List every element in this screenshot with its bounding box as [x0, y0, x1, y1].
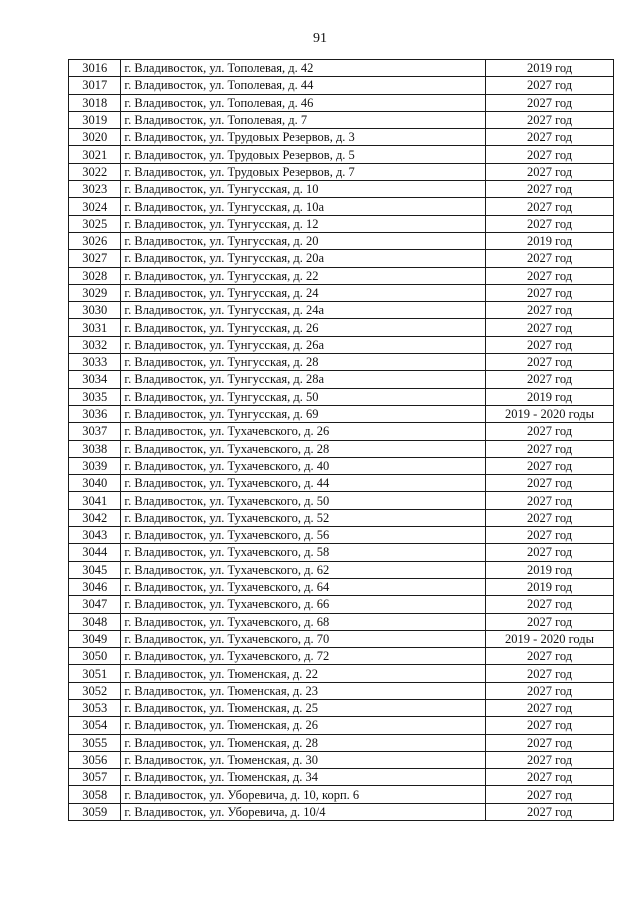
year-cell: 2027 год: [486, 163, 614, 180]
address-cell: г. Владивосток, ул. Тухачевского, д. 56: [121, 527, 486, 544]
row-number-cell: 3048: [69, 613, 121, 630]
address-cell: г. Владивосток, ул. Тюменская, д. 25: [121, 699, 486, 716]
address-cell: г. Владивосток, ул. Тополевая, д. 44: [121, 77, 486, 94]
table-row: [69, 717, 614, 734]
table-row: [69, 60, 614, 77]
row-number-cell: 3017: [69, 77, 121, 94]
year-cell: 2027 год: [486, 423, 614, 440]
address-cell: г. Владивосток, ул. Тухачевского, д. 66: [121, 596, 486, 613]
table-row: [69, 613, 614, 630]
year-cell: 2019 - 2020 годы: [486, 630, 614, 647]
address-cell: г. Владивосток, ул. Тунгусская, д. 28: [121, 354, 486, 371]
year-cell: 2027 год: [486, 717, 614, 734]
address-cell: г. Владивосток, ул. Тухачевского, д. 58: [121, 544, 486, 561]
address-cell: г. Владивосток, ул. Тунгусская, д. 22: [121, 267, 486, 284]
table-row: [69, 682, 614, 699]
row-number-cell: 3016: [69, 60, 121, 77]
row-number-cell: 3043: [69, 527, 121, 544]
row-number-cell: 3021: [69, 146, 121, 163]
address-cell: г. Владивосток, ул. Тюменская, д. 26: [121, 717, 486, 734]
row-number-cell: 3047: [69, 596, 121, 613]
table-row: [69, 250, 614, 267]
year-cell: 2027 год: [486, 302, 614, 319]
row-number-cell: 3034: [69, 371, 121, 388]
table-row: [69, 734, 614, 751]
row-number-cell: 3051: [69, 665, 121, 682]
table-row: [69, 457, 614, 474]
row-number-cell: 3050: [69, 648, 121, 665]
year-cell: 2027 год: [486, 319, 614, 336]
row-number-cell: 3054: [69, 717, 121, 734]
table-row: [69, 405, 614, 422]
year-cell: 2027 год: [486, 267, 614, 284]
year-cell: 2019 год: [486, 388, 614, 405]
row-number-cell: 3025: [69, 215, 121, 232]
table-row: [69, 803, 614, 820]
row-number-cell: 3030: [69, 302, 121, 319]
table-row: [69, 302, 614, 319]
row-number-cell: 3039: [69, 457, 121, 474]
table-row: [69, 509, 614, 526]
table-row: [69, 181, 614, 198]
year-cell: 2027 год: [486, 475, 614, 492]
address-cell: г. Владивосток, ул. Тухачевского, д. 50: [121, 492, 486, 509]
year-cell: 2027 год: [486, 336, 614, 353]
table-row: [69, 648, 614, 665]
table-row: [69, 492, 614, 509]
table-row: [69, 440, 614, 457]
table-row: [69, 786, 614, 803]
row-number-cell: 3044: [69, 544, 121, 561]
address-cell: г. Владивосток, ул. Тухачевского, д. 64: [121, 578, 486, 595]
year-cell: 2027 год: [486, 111, 614, 128]
year-cell: 2027 год: [486, 181, 614, 198]
table-row: [69, 198, 614, 215]
year-cell: 2027 год: [486, 734, 614, 751]
table-row: [69, 111, 614, 128]
table-row: [69, 319, 614, 336]
row-number-cell: 3031: [69, 319, 121, 336]
row-number-cell: 3018: [69, 94, 121, 111]
address-cell: г. Владивосток, ул. Тополевая, д. 7: [121, 111, 486, 128]
table-row: [69, 527, 614, 544]
year-cell: 2027 год: [486, 457, 614, 474]
address-cell: г. Владивосток, ул. Тухачевского, д. 70: [121, 630, 486, 647]
table-row: [69, 267, 614, 284]
address-cell: г. Владивосток, ул. Тунгусская, д. 10: [121, 181, 486, 198]
year-cell: 2027 год: [486, 544, 614, 561]
year-cell: 2027 год: [486, 129, 614, 146]
table-row: [69, 578, 614, 595]
row-number-cell: 3045: [69, 561, 121, 578]
year-cell: 2027 год: [486, 699, 614, 716]
year-cell: 2027 год: [486, 665, 614, 682]
address-cell: г. Владивосток, ул. Тунгусская, д. 20: [121, 232, 486, 249]
row-number-cell: 3023: [69, 181, 121, 198]
year-cell: 2027 год: [486, 77, 614, 94]
table-row: [69, 232, 614, 249]
table-row: [69, 77, 614, 94]
year-cell: 2027 год: [486, 769, 614, 786]
year-cell: 2027 год: [486, 354, 614, 371]
page-number: 91: [313, 31, 327, 46]
row-number-cell: 3053: [69, 699, 121, 716]
address-cell: г. Владивосток, ул. Тунгусская, д. 28а: [121, 371, 486, 388]
row-number-cell: 3042: [69, 509, 121, 526]
year-cell: 2027 год: [486, 648, 614, 665]
address-cell: г. Владивосток, ул. Тюменская, д. 30: [121, 751, 486, 768]
table-row: [69, 284, 614, 301]
year-cell: 2027 год: [486, 492, 614, 509]
address-cell: г. Владивосток, ул. Тополевая, д. 42: [121, 60, 486, 77]
row-number-cell: 3019: [69, 111, 121, 128]
address-cell: г. Владивосток, ул. Тухачевского, д. 52: [121, 509, 486, 526]
year-cell: 2027 год: [486, 682, 614, 699]
address-cell: г. Владивосток, ул. Тюменская, д. 23: [121, 682, 486, 699]
table-row: [69, 336, 614, 353]
address-cell: г. Владивосток, ул. Тунгусская, д. 69: [121, 405, 486, 422]
table-row: [69, 769, 614, 786]
year-cell: 2027 год: [486, 613, 614, 630]
year-cell: 2019 год: [486, 578, 614, 595]
row-number-cell: 3059: [69, 803, 121, 820]
address-cell: г. Владивосток, ул. Тухачевского, д. 68: [121, 613, 486, 630]
address-cell: г. Владивосток, ул. Трудовых Резервов, д. 7: [121, 163, 486, 180]
table-row: [69, 665, 614, 682]
address-cell: г. Владивосток, ул. Тунгусская, д. 26а: [121, 336, 486, 353]
table-row: [69, 699, 614, 716]
address-cell: г. Владивосток, ул. Тухачевского, д. 72: [121, 648, 486, 665]
address-cell: г. Владивосток, ул. Тухачевского, д. 40: [121, 457, 486, 474]
row-number-cell: 3055: [69, 734, 121, 751]
address-cell: г. Владивосток, ул. Тюменская, д. 34: [121, 769, 486, 786]
year-cell: 2027 год: [486, 284, 614, 301]
row-number-cell: 3038: [69, 440, 121, 457]
row-number-cell: 3041: [69, 492, 121, 509]
address-cell: г. Владивосток, ул. Тухачевского, д. 28: [121, 440, 486, 457]
address-cell: г. Владивосток, ул. Тунгусская, д. 24: [121, 284, 486, 301]
row-number-cell: 3035: [69, 388, 121, 405]
address-cell: г. Владивосток, ул. Тунгусская, д. 50: [121, 388, 486, 405]
table-row: [69, 423, 614, 440]
year-cell: 2027 год: [486, 751, 614, 768]
row-number-cell: 3056: [69, 751, 121, 768]
address-cell: г. Владивосток, ул. Уборевича, д. 10, корп. 6: [121, 786, 486, 803]
address-cell: г. Владивосток, ул. Тюменская, д. 28: [121, 734, 486, 751]
table-row: [69, 561, 614, 578]
address-cell: г. Владивосток, ул. Тунгусская, д. 24а: [121, 302, 486, 319]
address-table-body: [69, 60, 614, 821]
address-table: [68, 59, 614, 821]
address-cell: г. Владивосток, ул. Тухачевского, д. 26: [121, 423, 486, 440]
year-cell: 2027 год: [486, 94, 614, 111]
address-cell: г. Владивосток, ул. Тунгусская, д. 12: [121, 215, 486, 232]
table-row: [69, 129, 614, 146]
row-number-cell: 3028: [69, 267, 121, 284]
year-cell: 2019 год: [486, 232, 614, 249]
year-cell: 2019 - 2020 годы: [486, 405, 614, 422]
table-row: [69, 371, 614, 388]
row-number-cell: 3024: [69, 198, 121, 215]
year-cell: 2027 год: [486, 509, 614, 526]
table-row: [69, 163, 614, 180]
year-cell: 2027 год: [486, 596, 614, 613]
year-cell: 2027 год: [486, 803, 614, 820]
row-number-cell: 3032: [69, 336, 121, 353]
address-cell: г. Владивосток, ул. Тунгусская, д. 20а: [121, 250, 486, 267]
row-number-cell: 3020: [69, 129, 121, 146]
address-cell: г. Владивосток, ул. Тухачевского, д. 62: [121, 561, 486, 578]
table-row: [69, 388, 614, 405]
table-row: [69, 215, 614, 232]
year-cell: 2027 год: [486, 527, 614, 544]
table-row: [69, 354, 614, 371]
year-cell: 2019 год: [486, 60, 614, 77]
row-number-cell: 3057: [69, 769, 121, 786]
row-number-cell: 3040: [69, 475, 121, 492]
year-cell: 2027 год: [486, 786, 614, 803]
table-row: [69, 544, 614, 561]
year-cell: 2027 год: [486, 250, 614, 267]
row-number-cell: 3036: [69, 405, 121, 422]
table-row: [69, 475, 614, 492]
year-cell: 2027 год: [486, 198, 614, 215]
row-number-cell: 3046: [69, 578, 121, 595]
address-cell: г. Владивосток, ул. Тухачевского, д. 44: [121, 475, 486, 492]
year-cell: 2027 год: [486, 146, 614, 163]
table-row: [69, 630, 614, 647]
row-number-cell: 3029: [69, 284, 121, 301]
address-cell: г. Владивосток, ул. Тунгусская, д. 10а: [121, 198, 486, 215]
table-row: [69, 94, 614, 111]
address-cell: г. Владивосток, ул. Тополевая, д. 46: [121, 94, 486, 111]
row-number-cell: 3022: [69, 163, 121, 180]
row-number-cell: 3058: [69, 786, 121, 803]
table-row: [69, 751, 614, 768]
year-cell: 2027 год: [486, 371, 614, 388]
row-number-cell: 3027: [69, 250, 121, 267]
year-cell: 2019 год: [486, 561, 614, 578]
address-cell: г. Владивосток, ул. Трудовых Резервов, д. 3: [121, 129, 486, 146]
row-number-cell: 3026: [69, 232, 121, 249]
row-number-cell: 3037: [69, 423, 121, 440]
address-cell: г. Владивосток, ул. Тунгусская, д. 26: [121, 319, 486, 336]
row-number-cell: 3033: [69, 354, 121, 371]
address-cell: г. Владивосток, ул. Трудовых Резервов, д. 5: [121, 146, 486, 163]
table-row: [69, 146, 614, 163]
address-cell: г. Владивосток, ул. Уборевича, д. 10/4: [121, 803, 486, 820]
row-number-cell: 3052: [69, 682, 121, 699]
row-number-cell: 3049: [69, 630, 121, 647]
table-row: [69, 596, 614, 613]
year-cell: 2027 год: [486, 215, 614, 232]
address-cell: г. Владивосток, ул. Тюменская, д. 22: [121, 665, 486, 682]
year-cell: 2027 год: [486, 440, 614, 457]
